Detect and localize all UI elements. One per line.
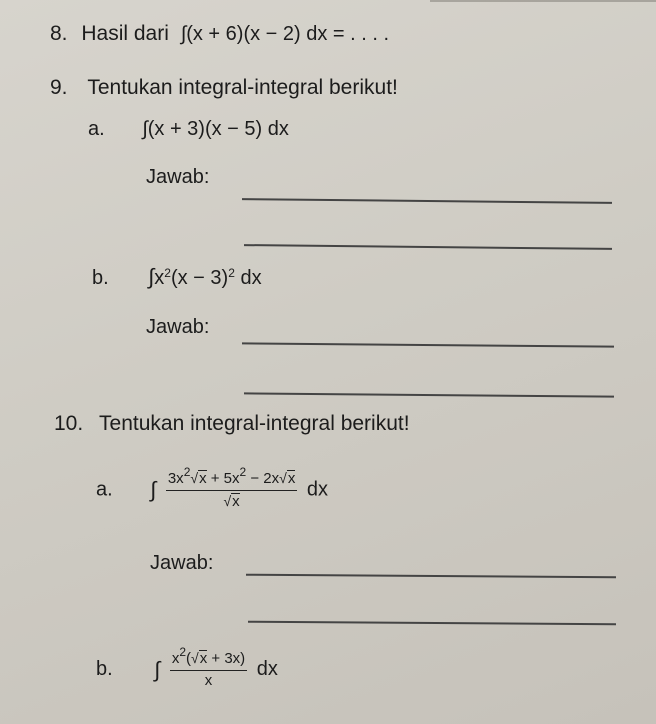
- answer-line-9a-1: [242, 198, 612, 203]
- answer-label-9b: Jawab:: [146, 316, 210, 338]
- differential: dx: [306, 478, 328, 501]
- question-10a-fraction: [166, 464, 297, 510]
- fraction-denominator: √x: [223, 492, 240, 510]
- question-8-text: Hasil dari: [81, 22, 169, 45]
- question-9a-label: a.: [88, 118, 105, 140]
- question-10a-label: a.: [96, 478, 113, 501]
- question-10: [54, 412, 410, 436]
- question-9-number: 9.: [50, 76, 68, 99]
- question-10b-fraction: [170, 644, 247, 689]
- question-9: [50, 76, 398, 100]
- integral-sign: ∫: [154, 656, 161, 682]
- answer-label-10a: Jawab:: [150, 552, 214, 574]
- question-10-text: Tentukan integral-integral berikut!: [99, 412, 410, 435]
- answer-line-9b-2: [244, 392, 614, 397]
- question-9a-expression: ∫(x + 3)(x − 5) dx: [142, 118, 289, 140]
- question-9b-expression: $\int x^2(x - 3)^2$ dx: [148, 264, 262, 289]
- question-10a: [96, 464, 328, 510]
- question-9b: [92, 264, 262, 290]
- question-8-number: 8.: [50, 22, 68, 45]
- question-9b-label: b.: [92, 267, 109, 289]
- fraction-numerator: $x^2(√x + 3x)$: [170, 650, 247, 671]
- question-9a: [88, 118, 289, 141]
- question-8-expression: ∫(x + 6)(x − 2) dx = . . . .: [180, 23, 390, 45]
- answer-line-10a-1: [246, 574, 616, 578]
- question-10b-label: b.: [96, 658, 113, 680]
- answer-label-9a: Jawab:: [146, 166, 210, 188]
- question-8: [50, 22, 389, 46]
- integral-sign: ∫: [150, 477, 157, 502]
- fraction-numerator: $3x^2√x + 5x^2 - 2x√x$: [166, 470, 297, 491]
- differential: dx: [256, 658, 278, 680]
- question-9-text: Tentukan integral-integral berikut!: [87, 76, 398, 99]
- answer-line-10a-2: [248, 621, 616, 625]
- fraction-denominator: x: [204, 671, 213, 689]
- answer-line-9a-2: [244, 244, 612, 249]
- answer-line-9b-1: [242, 342, 614, 347]
- question-10b: [96, 644, 278, 689]
- question-10-number: 10.: [54, 412, 84, 435]
- page-edge-line: [430, 0, 656, 2]
